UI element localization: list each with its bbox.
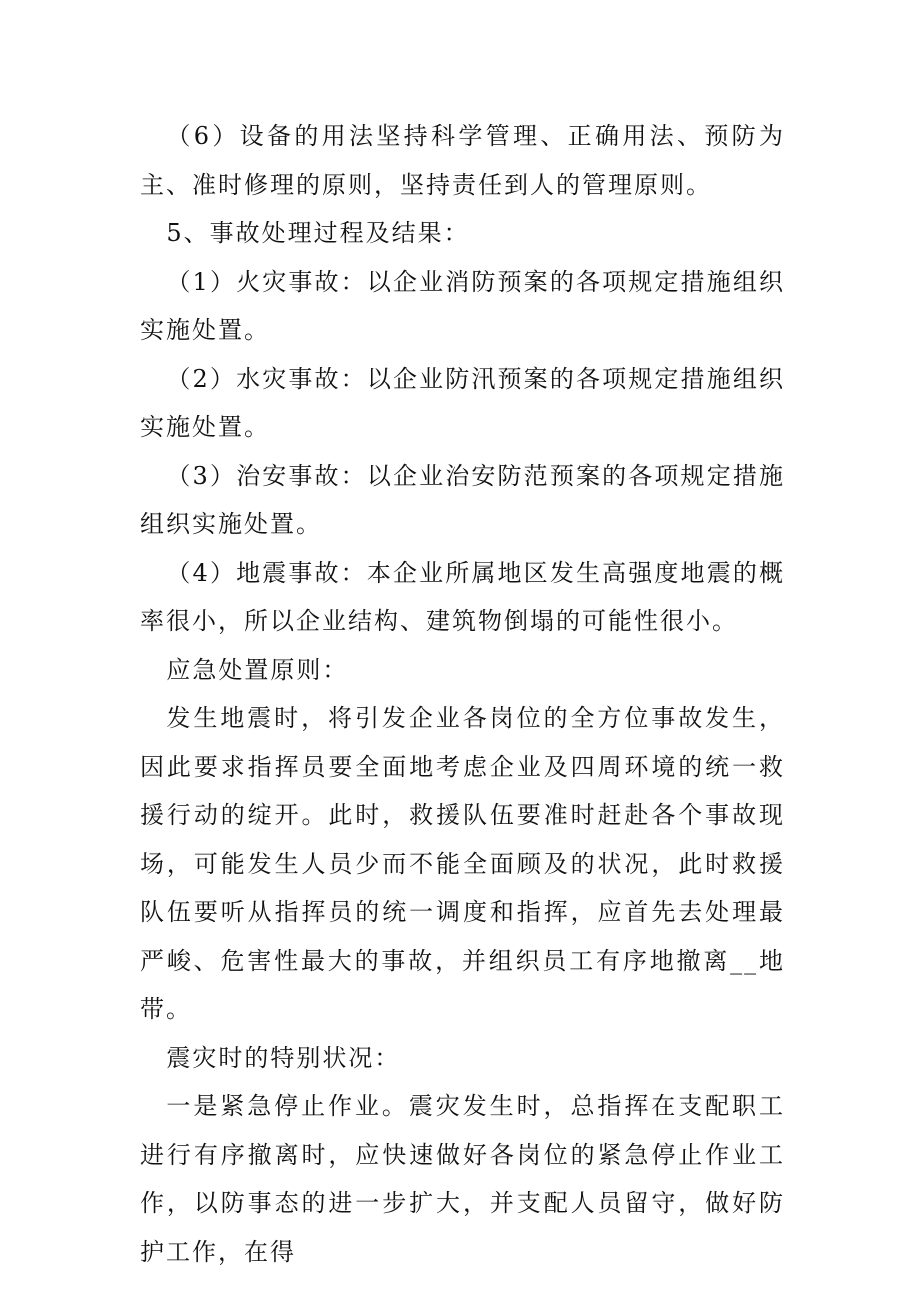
heading-emergency-principles: 应急处置原则： [166, 655, 349, 684]
paragraph-security-accident: （3）治安事故：以企业治安防范预案的各项规定措施组织实施处置。 [140, 461, 785, 538]
paragraph-flood-accident: （2）水灾事故：以企业防汛预案的各项规定措施组织实施处置。 [140, 364, 785, 441]
paragraph-equipment-usage: （6）设备的用法坚持科学管理、正确用法、预防为主、准时修理的原则，坚持责任到人的管理原则。 [140, 122, 785, 199]
paragraph-earthquake-response: 发生地震时，将引发企业各岗位的全方位事故发生，因此要求指挥员要全面地考虑企业及四周环境的统一救援行动的绽开。此时，救援队伍要准时赶赴各个事故现场，可能发生人员少而不能全面顾及的状况，此时救援队伍要听从指挥员的统一调度和指挥，应首先去处理最严峻、危害性最大的事故，并组织员工有序地撤离__地带。 [140, 704, 785, 1023]
paragraph-fire-accident: （1）火灾事故：以企业消防预案的各项规定措施组织实施处置。 [140, 267, 785, 344]
paragraph-emergency-stop: 一是紧急停止作业。震灾发生时，总指挥在支配职工进行有序撤离时，应快速做好各岗位的紧急停止作业工作，以防事态的进一步扩大，并支配人员留守，做好防护工作，在得 [140, 1092, 785, 1266]
document-body [140, 112, 785, 1276]
heading-special-situations: 震灾时的特别状况： [166, 1043, 401, 1072]
paragraph-earthquake-accident: （4）地震事故：本企业所属地区发生高强度地震的概率很小，所以企业结构、建筑物倒塌的可能性很小。 [140, 558, 785, 635]
section-heading-accident-handling: 5、事故处理过程及结果： [166, 219, 470, 247]
